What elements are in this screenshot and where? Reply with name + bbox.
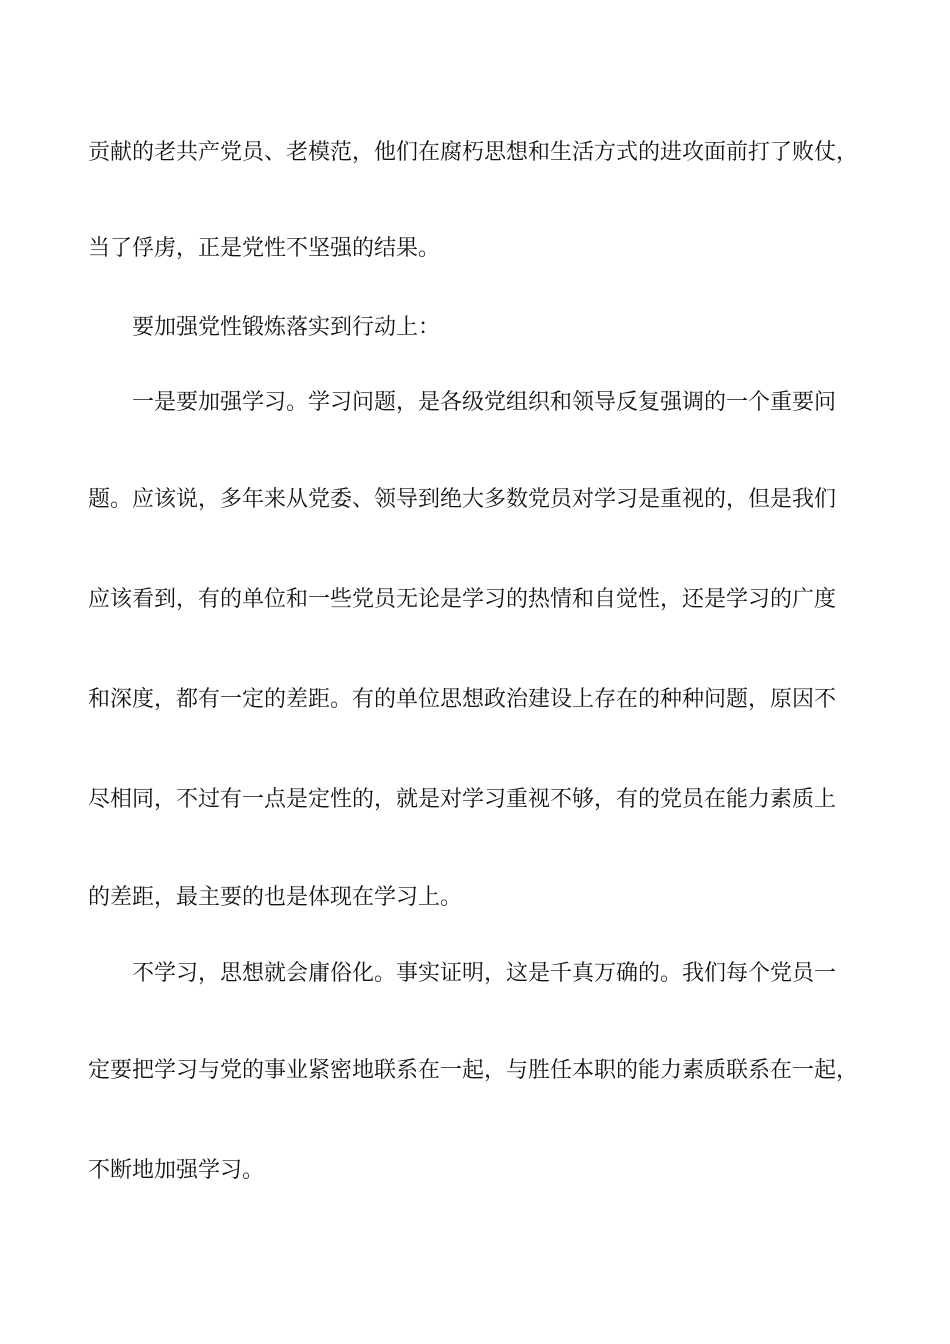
text-line-9: 的差距，最主要的也是体现在学习上。 (88, 885, 463, 910)
text-line-3: 要加强党性锻炼落实到行动上： (132, 315, 441, 340)
text-line-6: 应该看到，有的单位和一些党员无论是学习的热情和自觉性，还是学习的广度 (88, 587, 837, 612)
text-line-12: 不断地加强学习。 (88, 1158, 265, 1183)
text-line-7: 和深度，都有一定的差距。有的单位思想政治建设上存在的种种问题，原因不 (88, 687, 837, 712)
text-line-2: 当了俘虏，正是党性不坚强的结果。 (88, 236, 441, 261)
text-line-11: 定要把学习与党的事业紧密地联系在一起，与胜任本职的能力素质联系在一起， (88, 1058, 859, 1083)
text-line-1: 贡献的老共产党员、老模范，他们在腐朽思想和生活方式的进攻面前打了败仗， (88, 140, 859, 165)
text-line-5: 题。应该说，多年来从党委、领导到绝大多数党员对学习是重视的，但是我们 (88, 487, 837, 512)
text-line-10: 不学习，思想就会庸俗化。事实证明，这是千真万确的。我们每个党员一 (132, 961, 837, 986)
text-line-8: 尽相同，不过有一点是定性的，就是对学习重视不够，有的党员在能力素质上 (88, 787, 837, 812)
text-line-4: 一是要加强学习。学习问题，是各级党组织和领导反复强调的一个重要问 (132, 390, 837, 415)
